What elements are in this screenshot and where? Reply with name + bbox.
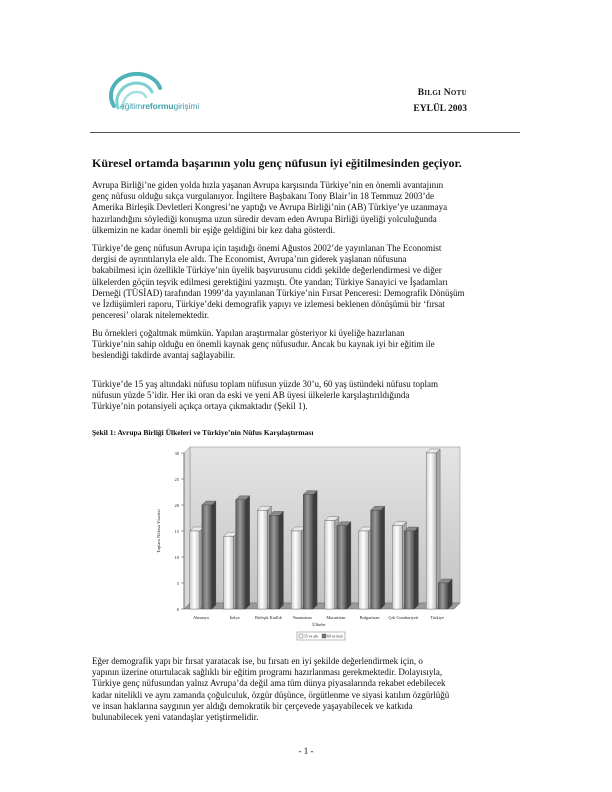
y-tick-label: 5 [176, 581, 179, 586]
y-tick-label: 30 [174, 451, 179, 456]
paragraph-4: Türkiye’de 15 yaş altındaki nüfusu toplam nüfusun yüzde 30’u, 60 yaş üstündeki nüfusu toplam nüfusun yüzde 5’idir. Her iki oran da eski ve yeni AB üyesi ülkelerle karşılaştırıldığında Türkiye’nin potansiyeli açıkça ortaya çıkmaktadır (Şekil 1). [92, 379, 438, 412]
page-number: - 1 - [298, 746, 314, 756]
x-axis-label: Ülkeler [312, 622, 326, 627]
y-tick-label: 25 [174, 477, 179, 482]
bar-side [279, 511, 283, 609]
y-tick-label: 15 [174, 529, 179, 534]
bar [426, 453, 436, 609]
bar [337, 526, 347, 609]
bar [438, 583, 448, 609]
x-tick-label: Almanya [192, 615, 209, 620]
logo-wordmark: eğitimreformugirişimi [120, 101, 200, 111]
bar [190, 531, 200, 609]
bar [224, 536, 234, 609]
bar-side [448, 579, 452, 609]
paragraph-1: Avrupa Birliği’ne giden yolda hızla yaşanan Avrupa karşısında Türkiye’nin en önemli avantajının genç nüfusu olduğu sıkça vurgulanıyor. İngiltere Başbakanı Tony Blair’in 18 Temmuz 2003’de Amerika Birleşik Devletleri Kongresi’ne yaptığı ve Avrupa Birliği’nin (AB) Türkiye’ye uzanmaya hazırlandığını söylediği konuşma uzun süredir devam eden Avrupa Birliği üyeliği yolculuğunda ülkemizin ne kadar önemli bir eşiğe geldiğini bir kez daha gösterdi. [92, 180, 448, 235]
y-tick-label: 20 [174, 503, 179, 508]
legend-label: 15 ve altı [304, 634, 319, 639]
y-tick-label: 0 [176, 607, 179, 612]
y-tick-label: 10 [174, 555, 179, 560]
x-tick-label: Bulgaristan [359, 615, 380, 620]
x-tick-label: Macaristan [326, 615, 346, 620]
bar-side [313, 491, 317, 609]
organization-logo [92, 66, 242, 128]
bar [202, 505, 212, 609]
population-bar-chart [148, 443, 468, 643]
figure-caption: Şekil 1: Avrupa Birliği Ülkeleri ve Türkiye’nin Nüfus Karşılaştırması [92, 428, 314, 437]
page-title: Küresel ortamda başarının yolu genç nüfusun iyi eğitilmesinden geçiyor. [92, 156, 462, 170]
legend-label: 60 ve üstü [327, 634, 343, 639]
paragraph-5: Eğer demografik yapı bir fırsat yaratacak ise, bu fırsatı en iyi şekilde değerlendirmek için, o yapının üzerine oturtulacak sağlıklı bir eğitim programı hazırlanması gerekmektedir. Dolayısıyla, Türkiye genç nüfusundan yalnız Avrupa’da değil ama tüm dünya piyasalarında rekabet edebilecek kadar nitelikli ve aynı zamanda çoğulculuk, özgür düşünce, örgütlenme ve siyasi katılım özgürlüğü ve insan haklarına saygının yer aldığı demokratik bir çerçevede yaşayabilecek ve katkıda bulunabilecek yeni vatandaşlar yetiştirmelidir. [92, 656, 450, 723]
bar [371, 510, 381, 609]
bar [392, 526, 402, 609]
bar [291, 531, 301, 609]
bar [303, 495, 313, 609]
y-axis-label: Toplam Nüfusa Yüzdesi [156, 509, 161, 553]
chart-side-wall [184, 447, 190, 609]
bar-side [414, 527, 418, 609]
bar [269, 515, 279, 609]
bar [257, 510, 267, 609]
x-tick-label: Türkiye [430, 615, 444, 620]
bar-side [381, 506, 385, 609]
paragraph-2: Türkiye’de genç nüfusun Avrupa için taşıdığı önemi Ağustos 2002’de yayınlanan The Economist dergisi de ayrıntılarıyla ele aldı. The Economist, Avrupa’nın giderek yaşlanan nüfusuna bakabilmesi için özellikle Türkiye’nin üyelik başvurusunu ciddi şekilde değerlendirmesi ve diğer ülkelerden göçün teşvik edilmesi gerektiğini yazmıştı. Öte yandan; Türkiye Sanayici ve İşadamları Derneği (TÜSİAD) tarafından 1999’da yayınlanan Türkiye’nin Fırsat Penceresi: Demografik Dönüşüm ve İzdüşümleri raporu, Türkiye’deki demografik yapıyı ve izlemesi beklenen dönüşümü bir ‘fırsat penceresi’ olarak nitelemektedir. [92, 243, 465, 321]
paragraph-3: Bu örnekleri çoğaltmak mümkün. Yapılan araştırmalar gösteriyor ki üyeliğe hazırlanan Türkiye’nin sahip olduğu en önemli kaynak genç nüfusudur. Ancak bu kaynak iyi bir eğitim ile beslendiği takdirde avantaj sağlayabilir. [92, 328, 435, 361]
x-tick-label: Birleşik Krallık [254, 615, 282, 620]
bar [359, 531, 369, 609]
bar-side [347, 522, 351, 609]
legend-swatch [299, 634, 303, 638]
bar-side [246, 496, 250, 609]
x-tick-label: Çek Cumhuriyeti [388, 615, 419, 620]
bar [325, 521, 335, 609]
x-tick-label: İtalya [229, 615, 240, 620]
document-date: EYLÜL 2003 [413, 104, 467, 114]
document-type-label: Bilgi Notu [417, 88, 467, 98]
bar [236, 500, 246, 609]
x-tick-label: Yunanistan [292, 615, 312, 620]
legend-swatch [322, 634, 326, 638]
bar [404, 531, 414, 609]
header-divider [90, 132, 520, 133]
bar-side [212, 501, 216, 609]
